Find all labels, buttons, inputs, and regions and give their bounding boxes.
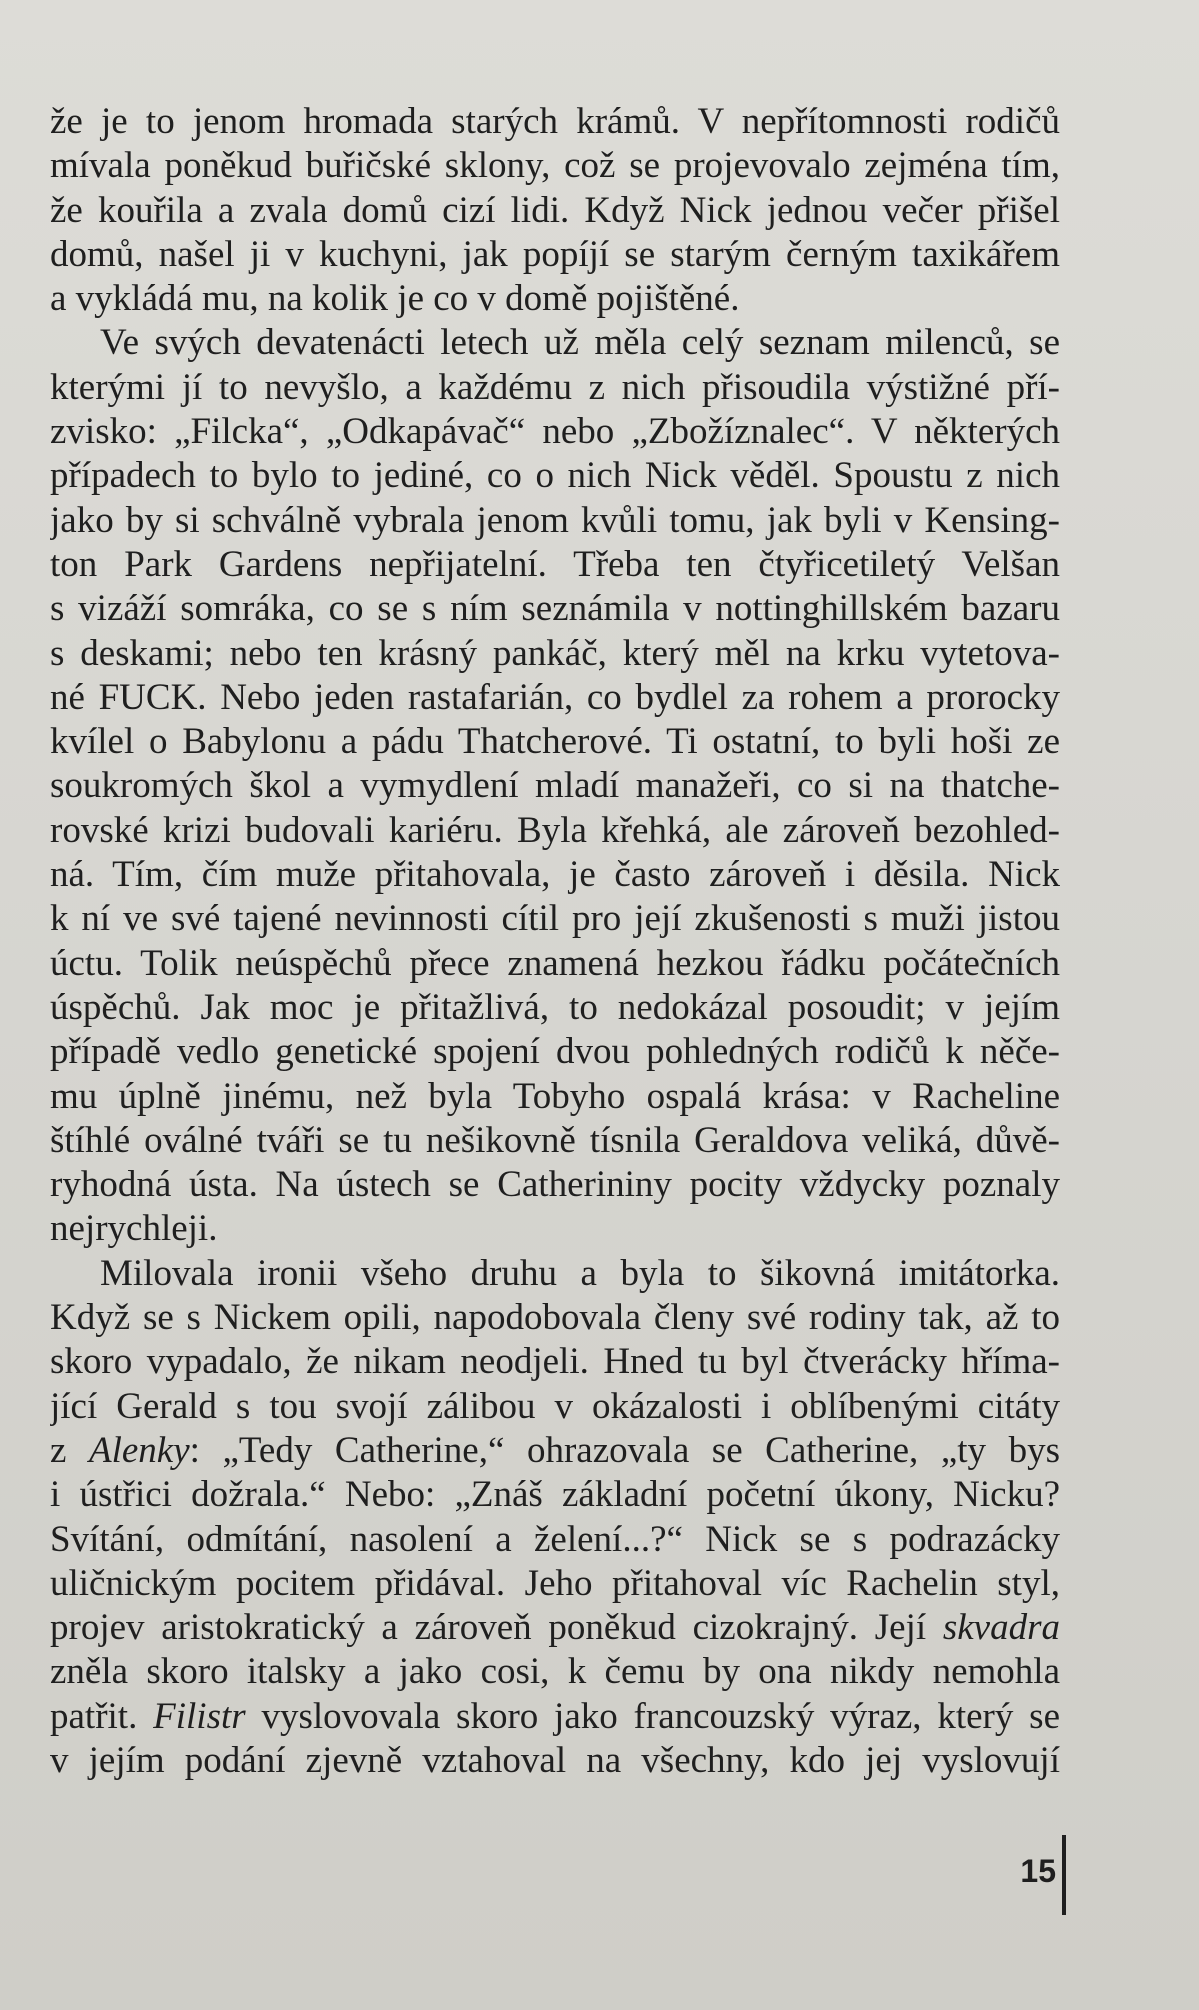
text-line: jící Gerald s tou svojí zálibou v okázalosti i oblíbenými citáty	[50, 1385, 1060, 1427]
text-line: případě vedlo genetické spojení dvou pohledných rodičů k něče-	[50, 1031, 1060, 1073]
text-line: z Alenky: „Tedy Catherine,“ ohrazovala se Catherine, „ty bys	[50, 1429, 1060, 1471]
text-line: né FUCK. Nebo jeden rastafarián, co bydlel za rohem a prorocky	[50, 676, 1060, 718]
body-text	[50, 100, 1060, 1783]
text-line: projev aristokratický a zároveň poněkud cizokrajný. Její skvadra	[50, 1607, 1060, 1649]
text-line: zněla skoro italsky a jako cosi, k čemu by ona nikdy nemohla	[50, 1651, 1060, 1693]
page-number-rule	[1062, 1835, 1066, 1915]
italic-word: skvadra	[942, 1607, 1060, 1649]
text-line: kterými jí to nevyšlo, a každému z nich přisoudila výstižné pří-	[50, 366, 1060, 408]
text-line: i ústřici dožrala.“ Nebo: „Znáš základní početní úkony, Nicku?	[50, 1474, 1060, 1516]
text-line: v jejím podání zjevně vztahoval na všechny, kdo jej vyslovují	[50, 1739, 1060, 1781]
text-line: nejrychleji.	[50, 1208, 218, 1250]
text-line: s vizáží somráka, co se s ním seznámila v nottinghillském bazaru	[50, 588, 1060, 630]
italic-word: Alenky	[88, 1429, 190, 1471]
text-line: rovské krizi budovali kariéru. Byla křehká, ale zároveň bezohled-	[50, 809, 1060, 851]
text-line: případech to bylo to jediné, co o nich Nick věděl. Spoustu z nich	[50, 455, 1060, 497]
text-line: zvisko: „Filcka“, „Odkapávač“ nebo „Zbožíznalec“. V některých	[50, 411, 1060, 453]
italic-word: Filistr	[153, 1695, 246, 1737]
text-line: ton Park Gardens nepřijatelní. Třeba ten čtyřicetiletý Velšan	[50, 543, 1060, 585]
text-line: s deskami; nebo ten krásný pankáč, který měl na krku vytetova-	[50, 632, 1060, 674]
text-line: Milovala ironii všeho druhu a byla to šikovná imitátorka.	[100, 1252, 1060, 1294]
text-line: úspěchů. Jak moc je přitažlivá, to nedokázal posoudit; v jejím	[50, 986, 1060, 1028]
text-line: mívala poněkud buřičské sklony, což se projevovalo zejména tím,	[50, 145, 1060, 187]
text-line: úctu. Tolik neúspěchů přece znamená hezkou řádku počátečních	[50, 942, 1060, 984]
text-line: uličnickým pocitem přidával. Jeho přitahoval víc Rachelin styl,	[50, 1562, 1060, 1604]
text-line: ná. Tím, čím muže přitahovala, je často zároveň i děsila. Nick	[50, 854, 1060, 896]
page-number: 15	[1020, 1853, 1056, 1889]
text-line: domů, našel ji v kuchyni, jak popíjí se starým černým taxikářem	[50, 233, 1060, 275]
text-line: Ve svých devatenácti letech už měla celý seznam milenců, se	[100, 322, 1060, 364]
text-line: Když se s Nickem opili, napodobovala členy své rodiny tak, až to	[50, 1297, 1060, 1339]
text-line: kvílel o Babylonu a pádu Thatcherové. Ti ostatní, to byli hoši ze	[50, 721, 1060, 763]
text-line: a vykládá mu, na kolik je co v domě pojištěné.	[50, 278, 740, 320]
text-line: ryhodná ústa. Na ústech se Catherininy pocity vždycky poznaly	[50, 1164, 1060, 1206]
text-line: mu úplně jinému, než byla Tobyho ospalá krása: v Racheline	[50, 1075, 1060, 1117]
text-line: že je to jenom hromada starých krámů. V nepřítomnosti rodičů	[50, 101, 1060, 142]
text-line: Svítání, odmítání, nasolení a želení...?“ Nick se s podrazácky	[50, 1518, 1060, 1560]
text-line: soukromých škol a vymydlení mladí manažeři, co si na thatche-	[50, 765, 1060, 807]
text-line: štíhlé oválné tváři se tu nešikovně tísnila Geraldova veliká, důvě-	[50, 1119, 1060, 1161]
text-line: skoro vypadalo, že nikam neodjeli. Hned tu byl čtverácky hříma-	[50, 1341, 1060, 1383]
text-line: jako by si schválně vybrala jenom kvůli tomu, jak byli v Kensing-	[50, 499, 1060, 541]
text-line: že kouřila a zvala domů cizí lidi. Když Nick jednou večer přišel	[50, 189, 1060, 231]
text-line: patřit. Filistr vyslovovala skoro jako francouzský výraz, který se	[50, 1695, 1060, 1737]
text-line: k ní ve své tajené nevinnosti cítil pro její zkušenosti s muži jistou	[50, 898, 1060, 940]
